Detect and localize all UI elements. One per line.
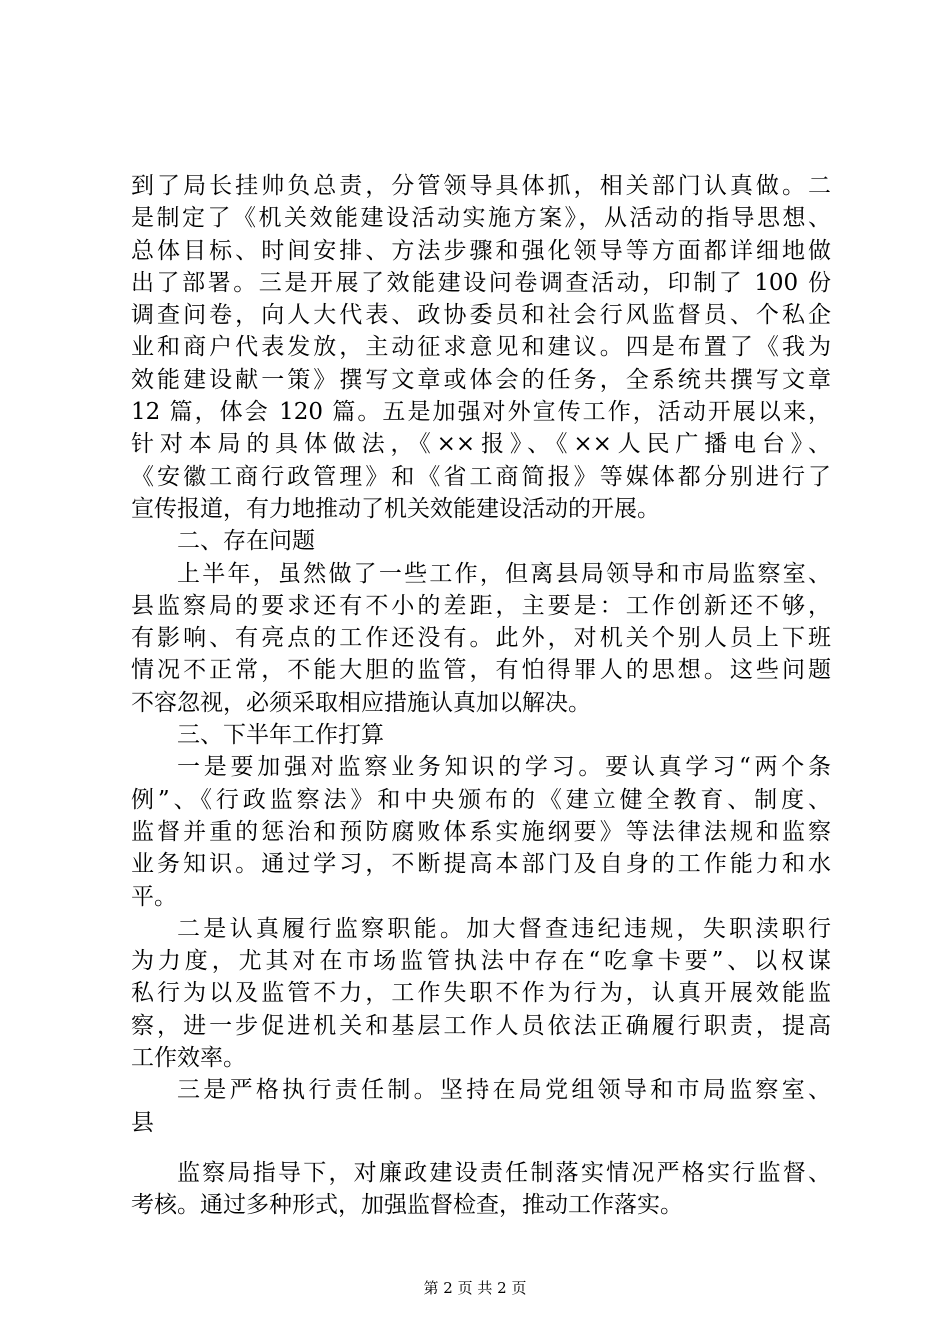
text-line: 是制定了《机关效能建设活动实施方案》，从活动的指导思想、 bbox=[131, 205, 831, 232]
text-line: 平。 bbox=[131, 883, 177, 910]
text-line: 有影响、有亮点的工作还没有。此外，对机关个别人员上下班 bbox=[131, 625, 831, 652]
text-line: 例”、《行政监察法》和中央颁布的《建立健全教育、制度、 bbox=[131, 786, 831, 813]
text-line: 不容忽视，必须采取相应措施认真加以解决。 bbox=[131, 689, 591, 716]
text-line: 三是严格执行责任制。坚持在局党组领导和市局监察室、 bbox=[177, 1077, 831, 1104]
text-line: 《安徽工商行政管理》和《省工商简报》等媒体都分别进行了 bbox=[131, 463, 831, 490]
text-line: 上半年，虽然做了一些工作，但离县局领导和市局监察室、 bbox=[177, 560, 831, 587]
text-line: 业务知识。通过学习，不断提高本部门及自身的工作能力和水 bbox=[131, 851, 831, 878]
text-line: 业和商户代表发放，主动征求意见和建议。四是布置了《我为 bbox=[131, 334, 831, 361]
text-line: 县监察局的要求还有不小的差距，主要是：工作创新还不够， bbox=[131, 592, 831, 619]
text-line: 针对本局的具体做法，《××报》、《××人民广播电台》、 bbox=[131, 431, 831, 458]
page-footer: 第 2 页 共 2 页 bbox=[423, 1279, 527, 1297]
text-line: 调查问卷，向人大代表、政协委员和社会行风监督员、个私企 bbox=[131, 302, 831, 329]
document-body bbox=[131, 170, 831, 1222]
text-line: 二、存在问题 bbox=[177, 528, 315, 555]
text-line: 察，进一步促进机关和基层工作人员依法正确履行职责，提高 bbox=[131, 1012, 831, 1039]
text-line: 为力度，尤其对在市场监管执法中存在“吃拿卡要”、以权谋 bbox=[131, 948, 831, 975]
text-line: 一是要加强对监察业务知识的学习。要认真学习“两个条 bbox=[177, 754, 831, 781]
text-line: 监督并重的惩治和预防腐败体系实施纲要》等法律法规和监察 bbox=[131, 818, 831, 845]
text-line: 县 bbox=[131, 1109, 154, 1136]
text-line: 私行为以及监管不力，工作失职不作为行为，认真开展效能监 bbox=[131, 980, 831, 1007]
text-line: 二是认真履行监察职能。加大督查违纪违规，失职渎职行 bbox=[177, 915, 831, 942]
text-line: 12 篇，体会 120 篇。五是加强对外宣传工作，活动开展以来， bbox=[131, 399, 831, 426]
text-line: 宣传报道，有力地推动了机关效能建设活动的开展。 bbox=[131, 495, 660, 522]
text-line: 效能建设献一策》撰写文章或体会的任务，全系统共撰写文章 bbox=[131, 366, 831, 393]
text-line: 总体目标、时间安排、方法步骤和强化领导等方面都详细地做 bbox=[131, 237, 831, 264]
text-line: 三、下半年工作打算 bbox=[177, 722, 384, 749]
text-line: 工作效率。 bbox=[131, 1045, 246, 1072]
text-line: 监察局指导下，对廉政建设责任制落实情况严格实行监督、 bbox=[177, 1159, 831, 1186]
text-line: 考核。通过多种形式，加强监督检查，推动工作落实。 bbox=[131, 1192, 683, 1219]
text-line: 情况不正常，不能大胆的监管，有怕得罪人的思想。这些问题 bbox=[131, 657, 831, 684]
text-line: 出了部署。三是开展了效能建设问卷调查活动，印制了 100 份 bbox=[131, 269, 831, 296]
text-line: 到了局长挂帅负总责，分管领导具体抓，相关部门认真做。二 bbox=[131, 173, 831, 199]
